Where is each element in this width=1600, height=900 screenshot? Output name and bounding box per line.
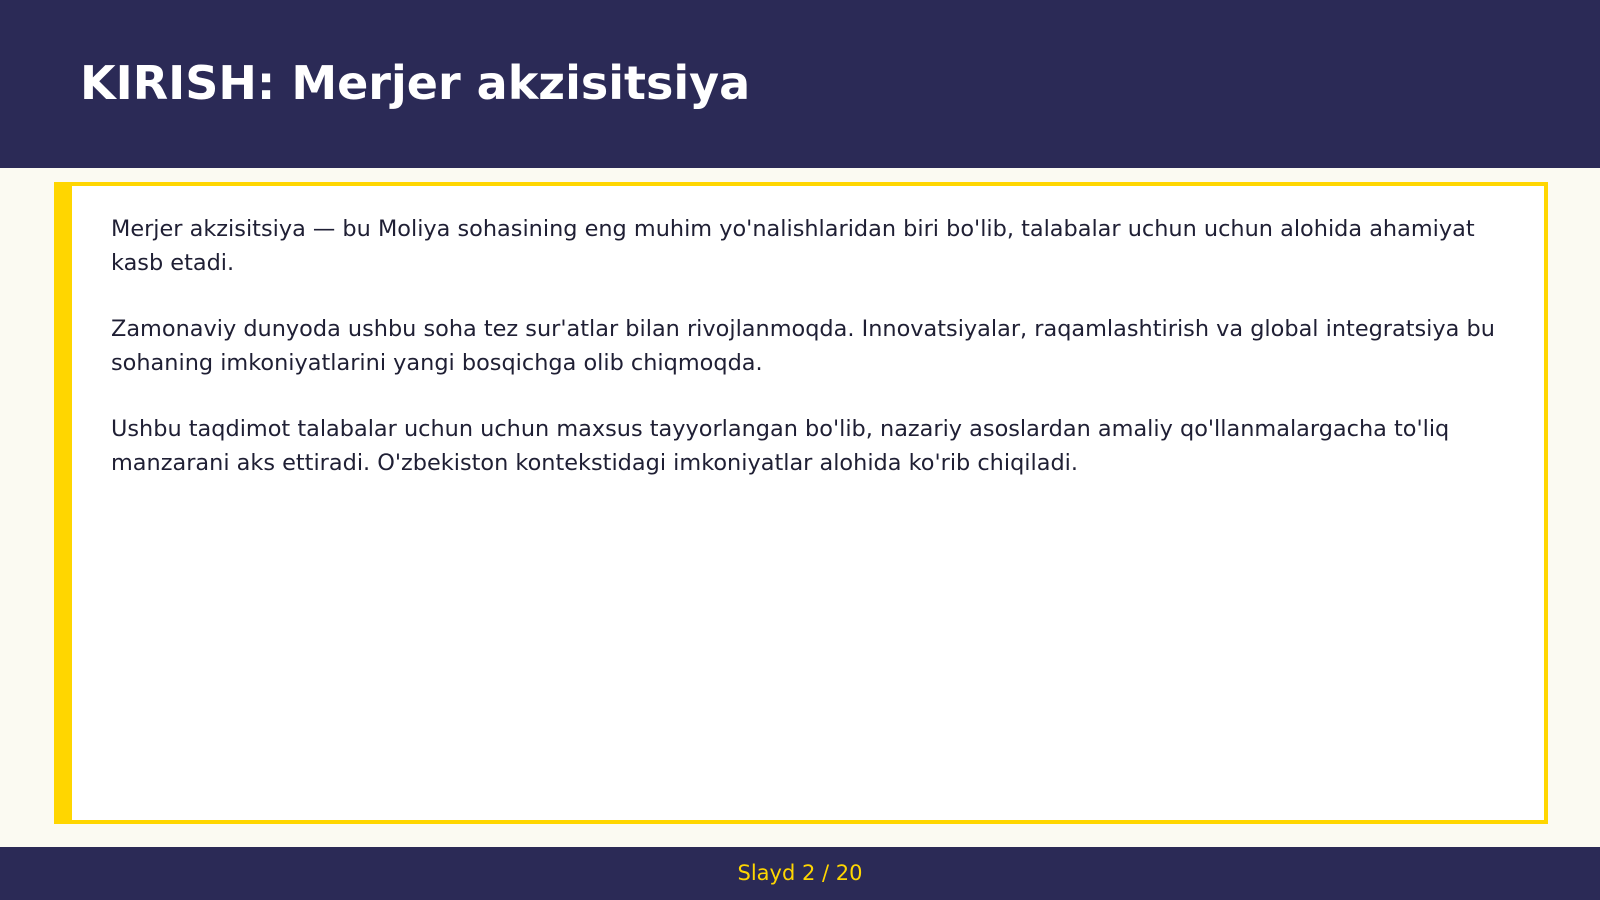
slide-footer (0, 847, 1600, 900)
modern-world-paragraph: Zamonaviy dunyoda ushbu soha tez sur'atlar bilan rivojlanmoqda. Innovatsiyalar, raqamlashtirish va global integratsiya bu sohaning imkoniyatlarini yangi bosqichga olib chiqmoqda. (111, 316, 1495, 376)
slide-title: KIRISH: Merjer akzisitsiya (80, 56, 751, 110)
slide-counter: Slayd 2 / 20 (737, 861, 863, 885)
presentation-purpose-paragraph: Ushbu taqdimot talabalar uchun uchun maxsus tayyorlangan bo'lib, nazariy asoslardan amaliy qo'llanmalargacha to'liq manzarani aks ettiradi. O'zbekiston kontekstidagi imkoniyatlar alohida ko'rib chiqiladi. (111, 416, 1450, 476)
intro-paragraph: Merjer akzisitsiya — bu Moliya sohasining eng muhim yo'nalishlaridan biri bo'lib, talabalar uchun uchun alohida ahamiyat kasb etadi. (111, 216, 1475, 276)
content-card (54, 182, 1548, 824)
slide-header (0, 0, 1600, 168)
content-text (111, 212, 1501, 512)
